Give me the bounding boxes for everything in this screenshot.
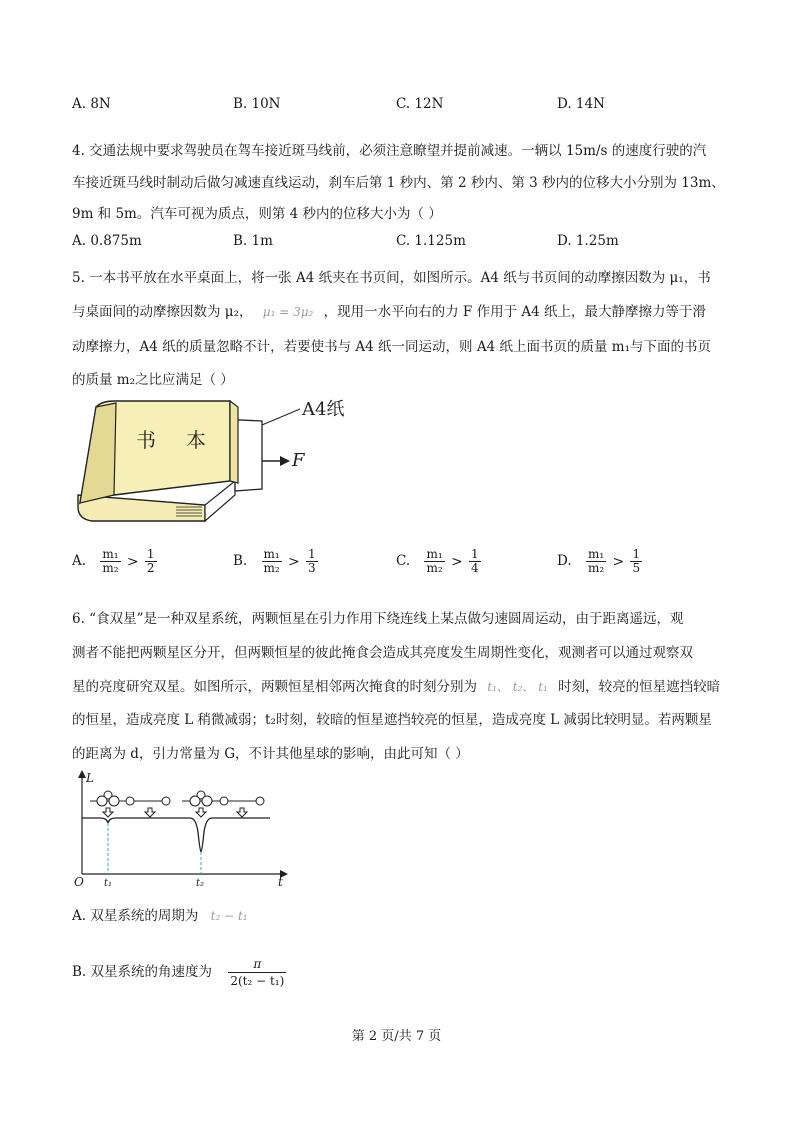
q6-option-a-math: t₂ − t₁ xyxy=(210,909,248,923)
q6-option-b-fraction: $\frac{\pi}{\text{2(t₂ − t₁)}}$ xyxy=(230,957,285,988)
t1-label: t₁ xyxy=(104,878,113,889)
q6-option-a xyxy=(72,904,248,924)
origin-label: O xyxy=(74,875,84,889)
q5-line-2-math: μ₁ = 3μ₂ xyxy=(262,305,314,319)
q5-option-b-letter: B. xyxy=(233,553,248,569)
q5-line-2a: 与桌面间的动摩擦因数为 μ₂， xyxy=(72,304,253,320)
q3-option-a: A. 8N xyxy=(72,96,111,112)
q5-option-d-rel: > xyxy=(612,553,625,570)
book-title-2: 本 xyxy=(186,428,206,452)
page-footer: 第 2 页/共 7 页 xyxy=(351,1029,442,1044)
q5-line-4: 的质量 m₂之比应满足（ ） xyxy=(72,372,234,388)
q4-option-c: C. 1.125m xyxy=(396,233,466,249)
q5-option-c-lhs: $\frac{\text{m₁}}{\text{m₂}}$ xyxy=(426,547,443,575)
q3-option-d: D. 14N xyxy=(557,96,605,112)
q6-line-5: 的距离为 d，引力常量为 G，不计其他星球的影响，由此可知（ ） xyxy=(72,746,469,762)
t2-label: t₂ xyxy=(196,878,205,889)
q6-line-3b: 时刻，较亮的恒星遮挡较暗 xyxy=(558,679,721,695)
q5-option-d-rhs: $\frac{1}{5}$ xyxy=(632,547,641,575)
q5-option-b-lhs: $\frac{\text{m₁}}{\text{m₂}}$ xyxy=(263,547,280,575)
light-curve-graph xyxy=(70,766,300,890)
book-figure xyxy=(70,395,360,535)
book-title-1: 书 xyxy=(136,428,156,452)
brightness-curve xyxy=(82,818,270,852)
y-axis-label: L xyxy=(86,771,94,785)
a4-paper-label: A4纸 xyxy=(302,399,345,420)
q6-line-3-math: t₁、 t₂、 t₁ xyxy=(487,680,548,694)
q6-line-3 xyxy=(72,675,720,695)
q6-line-2: 测者不能把两颗星区分开，但两颗恒星的彼此掩食会造成其亮度发生周期性变化，观测者可以通过观察双 xyxy=(72,645,693,661)
q6-line-3a: 星的亮度研究双星。如图所示，两颗恒星相邻两次掩食的时刻分别为 xyxy=(72,679,477,695)
q5-line-2b: ，现用一水平向右的力 F 作用于 A4 纸上，最大静摩擦力等于滑 xyxy=(323,304,706,320)
q5-option-d-letter: D. xyxy=(557,553,572,569)
q6-option-a-text: A. 双星系统的周期为 xyxy=(72,908,199,924)
q5-option-a-lhs: $\frac{\text{m₁}}{\text{m₂}}$ xyxy=(102,547,119,575)
q5-option-b xyxy=(233,548,318,575)
q4-line-1: 4. 交通法规中要求驾驶员在驾车接近斑马线前，必须注意瞭望并提前减速。一辆以 15m/s 的速度行驶的汽 xyxy=(72,143,707,159)
q4-option-b: B. 1m xyxy=(233,233,273,249)
q5-line-2 xyxy=(72,300,706,320)
star-pair-icons xyxy=(90,791,264,806)
force-label: F xyxy=(292,450,305,471)
q5-option-b-rel: > xyxy=(288,553,300,570)
q5-option-a-rhs: $\frac{1}{2}$ xyxy=(146,547,155,575)
q5-option-a-letter: A. xyxy=(72,553,87,569)
q5-option-a-rel: > xyxy=(126,553,139,570)
q5-line-1: 5. 一本书平放在水平桌面上，将一张 A4 纸夹在书页间，如图所示。A4 纸与书页间的动摩擦因数为 μ₁，书 xyxy=(72,270,711,286)
q4-option-d: D. 1.25m xyxy=(557,233,619,249)
q5-option-d xyxy=(557,548,642,575)
q6-line-4: 的恒星，造成亮度 L 稍微减弱；t₂时刻，较暗的恒星遮挡较亮的恒星，造成亮度 L 减弱比较明显。若两颗星 xyxy=(72,712,712,728)
q4-option-a: A. 0.875m xyxy=(72,233,142,249)
q6-option-b xyxy=(72,956,286,989)
observer-arrows xyxy=(103,808,247,817)
q5-option-d-lhs: $\frac{\text{m₁}}{\text{m₂}}$ xyxy=(587,547,605,575)
q6-line-1: 6. “食双星”是一种双星系统，两颗恒星在引力作用下绕连线上某点做匀速圆周运动，由于距离遥远，观 xyxy=(72,611,684,627)
q3-option-b: B. 10N xyxy=(233,96,281,112)
q5-option-c xyxy=(396,548,481,575)
q5-option-c-letter: C. xyxy=(396,553,411,569)
q4-line-2: 车接近斑马线时制动后做匀减速直线运动，刹车后第 1 秒内、第 2 秒内、第 3 秒内的位移大小分别为 13m、 xyxy=(72,175,725,191)
q5-option-c-rhs: $\frac{1}{4}$ xyxy=(470,547,479,575)
q3-option-c: C. 12N xyxy=(396,96,444,112)
q4-line-3: 9m 和 5m。汽车可视为质点，则第 4 秒内的位移大小为（ ） xyxy=(72,206,442,222)
q5-option-b-rhs: $\frac{1}{3}$ xyxy=(308,547,316,575)
q5-option-a xyxy=(72,548,157,575)
q5-option-c-rel: > xyxy=(450,553,463,570)
x-axis-label: t xyxy=(278,875,283,889)
q5-line-3: 动摩擦力，A4 纸的质量忽略不计，若要使书与 A4 纸一同运动，则 A4 纸上面书页的质量 m₁与下面的书页 xyxy=(72,339,711,355)
q6-option-b-text: B. 双星系统的角速度为 xyxy=(72,964,213,980)
